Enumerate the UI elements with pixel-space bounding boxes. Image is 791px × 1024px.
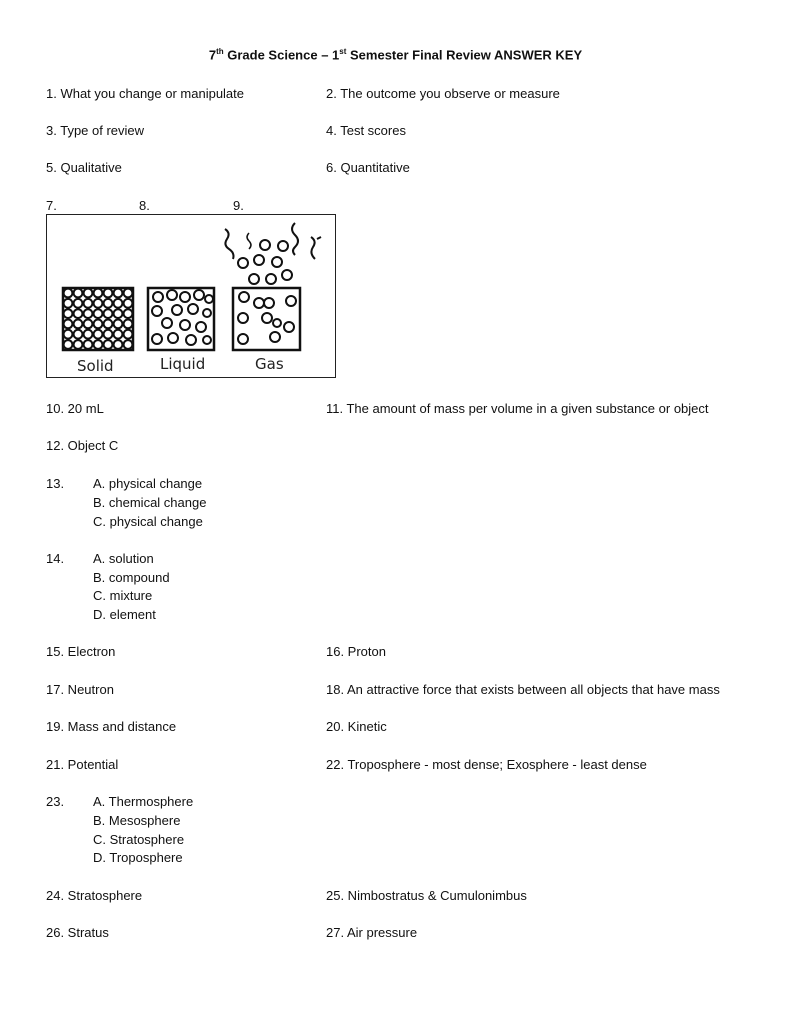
gas-particles bbox=[225, 223, 321, 350]
answer-10: 10. 20 mL bbox=[46, 401, 104, 416]
answer-13-c: C. physical change bbox=[93, 514, 203, 529]
answer-13-b: B. chemical change bbox=[93, 495, 207, 510]
solid-particle bbox=[124, 320, 133, 329]
answer-27: 27. Air pressure bbox=[326, 925, 418, 940]
solid-particle bbox=[124, 309, 133, 318]
solid-particle bbox=[114, 340, 123, 349]
answer-1: 1. What you change or manipulate bbox=[46, 86, 245, 101]
solid-particle bbox=[84, 309, 93, 318]
answer-23-number: 23. bbox=[46, 794, 65, 809]
solid-particle bbox=[64, 289, 73, 298]
answer-14-number: 14. bbox=[46, 551, 65, 566]
solid-particle bbox=[74, 309, 83, 318]
answer-23-c: C. Stratosphere bbox=[93, 832, 185, 847]
answer-5: 5. Qualitative bbox=[46, 160, 122, 175]
solid-particle bbox=[84, 289, 93, 298]
answer-15: 15. Electron bbox=[46, 644, 116, 659]
answer-3: 3. Type of review bbox=[46, 123, 145, 138]
solid-particle bbox=[124, 330, 133, 339]
states-of-matter-figure bbox=[46, 214, 336, 378]
solid-particle bbox=[94, 340, 103, 349]
solid-particle bbox=[64, 309, 73, 318]
solid-particle bbox=[114, 289, 123, 298]
solid-particle bbox=[74, 299, 83, 308]
solid-particle bbox=[124, 289, 133, 298]
answer-23-d: D. Troposphere bbox=[93, 850, 183, 865]
solid-particle bbox=[114, 330, 123, 339]
answer-17: 17. Neutron bbox=[46, 682, 114, 697]
solid-particle bbox=[104, 320, 113, 329]
solid-particle bbox=[84, 330, 93, 339]
solid-particle bbox=[94, 299, 103, 308]
answer-11: 11. The amount of mass per volume in a given substance or object bbox=[326, 401, 709, 416]
solid-particle bbox=[74, 289, 83, 298]
answer-9-number: 9. bbox=[233, 198, 244, 213]
answer-8-number: 8. bbox=[139, 198, 150, 213]
solid-particle bbox=[74, 330, 83, 339]
solid-particle bbox=[94, 330, 103, 339]
answer-23-a: A. Thermosphere bbox=[93, 794, 194, 809]
solid-particle bbox=[64, 340, 73, 349]
solid-particles bbox=[63, 288, 133, 350]
answer-20: 20. Kinetic bbox=[326, 719, 387, 734]
solid-particle bbox=[64, 299, 73, 308]
solid-particle bbox=[84, 340, 93, 349]
solid-particle bbox=[124, 299, 133, 308]
solid-particle bbox=[64, 330, 73, 339]
answer-14-c: C. mixture bbox=[93, 588, 153, 603]
answer-22: 22. Troposphere - most dense; Exosphere - least dense bbox=[326, 757, 647, 772]
solid-particle bbox=[114, 309, 123, 318]
solid-particle bbox=[104, 340, 113, 349]
page-title: 7th Grade Science – 1st Semester Final Review ANSWER KEY bbox=[208, 47, 583, 63]
solid-particle bbox=[74, 340, 83, 349]
gas-label: Gas bbox=[255, 355, 284, 373]
solid-particle bbox=[114, 320, 123, 329]
solid-particle bbox=[94, 320, 103, 329]
solid-particle bbox=[84, 299, 93, 308]
answer-23-b: B. Mesosphere bbox=[93, 813, 181, 828]
solid-particle bbox=[104, 330, 113, 339]
answer-4: 4. Test scores bbox=[326, 123, 406, 138]
answer-14-a: A. solution bbox=[93, 551, 154, 566]
solid-particle bbox=[64, 320, 73, 329]
answer-14-d: D. element bbox=[93, 607, 156, 622]
answer-16: 16. Proton bbox=[326, 644, 386, 659]
solid-particle bbox=[94, 289, 103, 298]
answer-14-b: B. compound bbox=[93, 570, 170, 585]
answer-19: 19. Mass and distance bbox=[46, 719, 177, 734]
solid-particle bbox=[104, 309, 113, 318]
liquid-particles bbox=[148, 288, 214, 350]
solid-particle bbox=[74, 320, 83, 329]
solid-particle bbox=[104, 289, 113, 298]
answer-13-number: 13. bbox=[46, 476, 65, 491]
answer-26: 26. Stratus bbox=[46, 925, 109, 940]
answer-7-number: 7. bbox=[46, 198, 57, 213]
solid-particle bbox=[104, 299, 113, 308]
solid-particle bbox=[94, 309, 103, 318]
solid-label: Solid bbox=[77, 357, 114, 375]
solid-particle bbox=[84, 320, 93, 329]
answer-2: 2. The outcome you observe or measure bbox=[326, 86, 560, 101]
solid-particle bbox=[114, 299, 123, 308]
liquid-label: Liquid bbox=[160, 355, 206, 373]
answer-13-a: A. physical change bbox=[93, 476, 203, 491]
solid-particle bbox=[124, 340, 133, 349]
answer-21: 21. Potential bbox=[46, 757, 119, 772]
answer-6: 6. Quantitative bbox=[326, 160, 410, 175]
answer-12: 12. Object C bbox=[46, 438, 119, 453]
answer-24: 24. Stratosphere bbox=[46, 888, 143, 903]
states-of-matter-drawing bbox=[47, 215, 337, 379]
answer-25: 25. Nimbostratus & Cumulonimbus bbox=[326, 888, 527, 903]
answer-18: 18. An attractive force that exists between all objects that have mass bbox=[326, 682, 720, 697]
